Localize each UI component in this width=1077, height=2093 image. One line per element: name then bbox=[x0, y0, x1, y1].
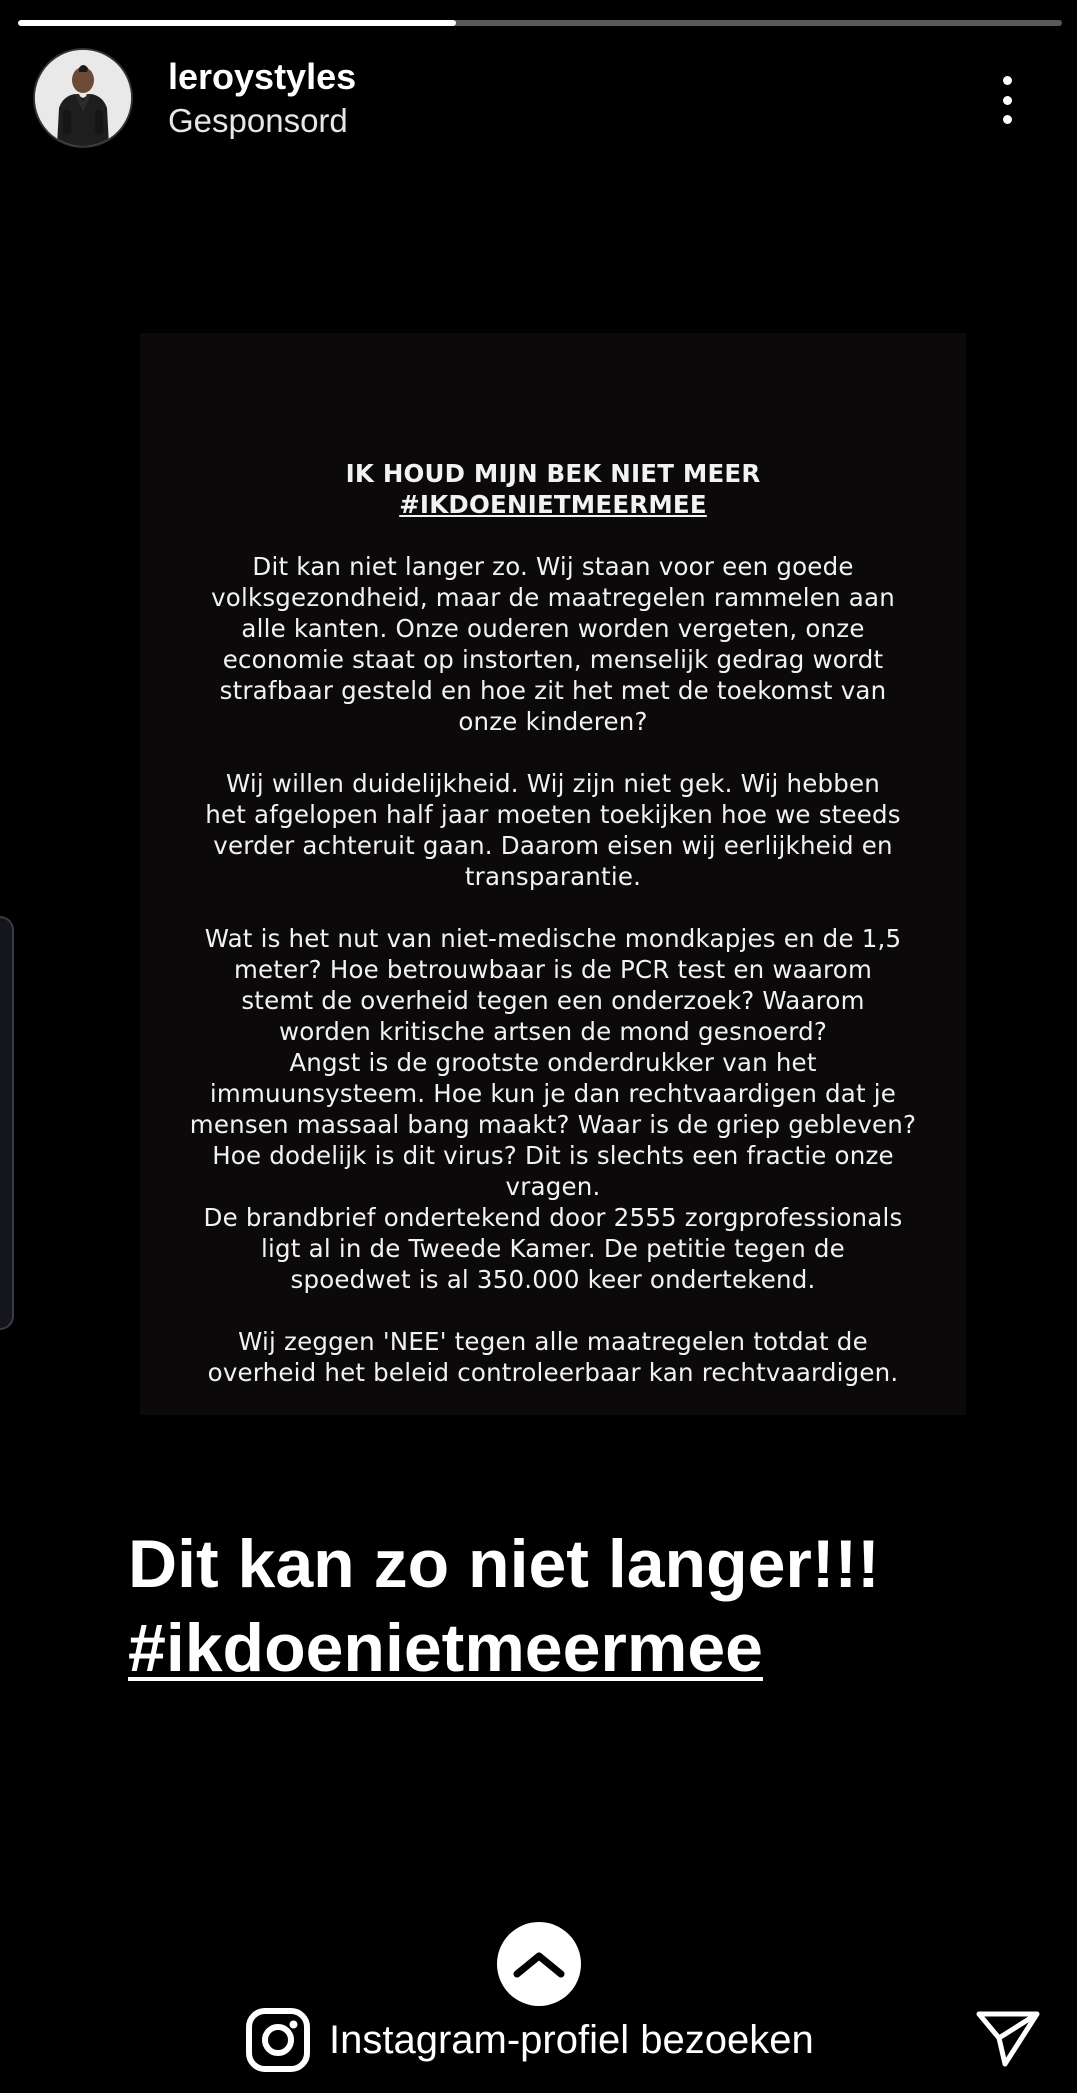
image-hashtag: #IKDOENIETMEERMEE bbox=[399, 490, 707, 519]
caption-hashtag[interactable]: #ikdoenietmeermee bbox=[128, 1610, 763, 1686]
instagram-icon bbox=[245, 2007, 311, 2073]
more-options-button[interactable] bbox=[985, 70, 1029, 130]
image-text-block bbox=[140, 458, 966, 1388]
story-caption bbox=[128, 1522, 880, 1690]
username[interactable]: leroystyles bbox=[168, 56, 357, 97]
visit-profile-cta[interactable] bbox=[245, 2004, 814, 2076]
edge-panel-handle[interactable] bbox=[0, 916, 14, 1330]
image-paragraph-1: Dit kan niet langer zo. Wij staan voor een goede volksgezondheid, maar de maatregelen rammelen aan alle kanten. Onze ouderen worden vergeten, onze economie staat op instorten, menselijk gedrag wordt strafbaar gesteld en hoe zit het met de toekomst van onze kinderen? bbox=[211, 552, 895, 736]
send-icon[interactable] bbox=[975, 2008, 1041, 2068]
caption-line-1: Dit kan zo niet langer!!! bbox=[128, 1526, 880, 1602]
chevron-up-icon bbox=[512, 1949, 566, 1979]
story-progress-bar bbox=[18, 20, 1062, 26]
visit-profile-label: Instagram-profiel bezoeken bbox=[329, 2017, 814, 2062]
more-vertical-icon-dot bbox=[1003, 96, 1012, 105]
image-paragraph-2: Wij willen duidelijkheid. Wij zijn niet gek. Wij hebben het afgelopen half jaar moeten toekijken hoe we steeds verder achteruit gaan. Daarom eisen wij eerlijkheid en transparantie. bbox=[205, 769, 901, 891]
image-paragraph-3: Wat is het nut van niet-medische mondkapjes en de 1,5 meter? Hoe betrouwbaar is de PCR test en waarom stemt de overheid tegen een onderzoek? Waarom worden kritische artsen de mond gesnoerd? Angst is de grootste onderdrukker van het immuunsysteem. Hoe kun je dan rechtvaardigen dat je mensen massaal bang maakt? Waar is de griep gebleven? Hoe dodelijk is dit virus? Dit is slechts een fractie onze vragen. De brandbrief ondertekend door 2555 zorgprofessionals ligt al in de Tweede Kamer. De petitie tegen de spoedwet is al 350.000 keer ondertekend. bbox=[189, 924, 917, 1294]
avatar-person-icon bbox=[35, 50, 131, 146]
image-paragraph-4: Wij zeggen 'NEE' tegen alle maatregelen totdat de overheid het beleid controleerbaar kan rechtvaardigen. bbox=[207, 1327, 899, 1387]
more-vertical-icon bbox=[1003, 76, 1012, 85]
more-vertical-icon-dot bbox=[1003, 115, 1012, 124]
image-heading: IK HOUD MIJN BEK NIET MEER bbox=[345, 459, 761, 488]
story-image bbox=[140, 333, 966, 1415]
avatar[interactable] bbox=[35, 50, 131, 146]
swipe-up-button[interactable] bbox=[497, 1922, 581, 2006]
story-progress-fill bbox=[18, 20, 456, 26]
sponsored-label: Gesponsord bbox=[168, 102, 348, 139]
